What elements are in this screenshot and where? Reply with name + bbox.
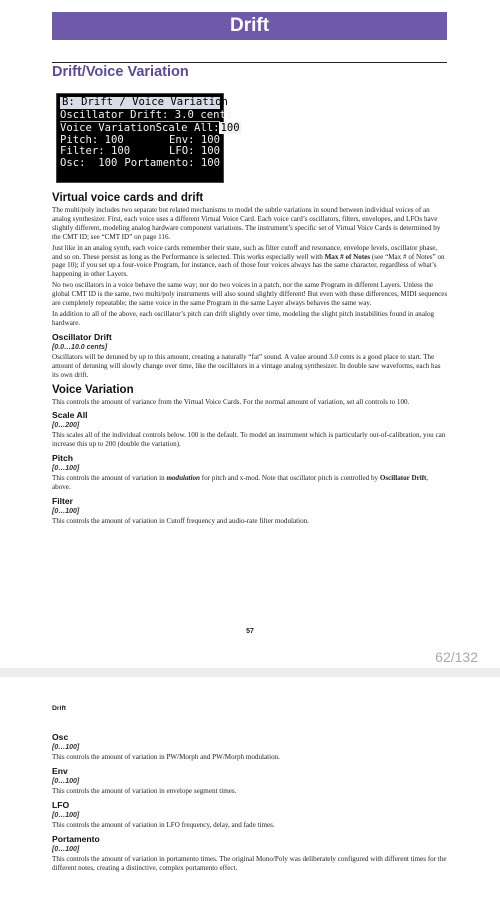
range-osc: [0…100] — [52, 744, 80, 751]
paragraph: This controls the amount of variation in LFO frequency, delay, and fade times. — [52, 820, 275, 829]
lcd-osc: Osc: 100 — [60, 156, 118, 169]
heading-env: Env — [52, 765, 68, 776]
section-title: Drift/Voice Variation — [52, 64, 189, 80]
chapter-banner: Drift — [52, 12, 447, 40]
heading-portamento: Portamento — [52, 833, 100, 844]
paragraph — [52, 474, 448, 492]
paragraph: In addition to all of the above, each oscillator’s pitch can drift slightly over time, modeling the slight pitch instabilities found in analog hardware. — [52, 309, 435, 327]
text-bold: Max # of Notes — [324, 252, 371, 261]
paragraph: This controls the amount of variance from the Virtual Voice Cards. For the normal amount of variation, set all controls to 100. — [52, 397, 410, 406]
lcd-header: B: Drift / Voice Variation — [62, 96, 228, 108]
text-run: Just like in an analog synth, each voice cards remember their state, such as filter cutoff and resonance, envelope levels, oscillator phase, and so on. These persist as long as the Performance is selected. This works especially well with — [52, 243, 438, 261]
paragraph: This controls the amount of variation in envelope segment times. — [52, 786, 237, 795]
heading-lfo: LFO — [52, 799, 70, 810]
paragraph: This controls the amount of variation in portamento times. The original Mono/Poly was deliberately configured with different times for the different notes, creating a distinctive, complex portamento effect. — [52, 854, 447, 872]
lcd-lfo: LFO: 100 — [168, 145, 220, 158]
heading-oscillator-drift: Oscillator Drift — [52, 331, 112, 342]
text-bold: Oscillator Drift — [379, 474, 427, 483]
lcd-env: Env: 100 — [168, 133, 220, 146]
lcd-row-osc-portamento — [60, 158, 220, 170]
range-filter: [0…100] — [52, 508, 80, 516]
heading-osc: Osc — [52, 732, 69, 742]
lcd-voice-variation-label: Voice Variation — [60, 122, 156, 135]
lcd-oscillator-drift: Oscillator Drift: 3.0 cents — [60, 108, 233, 121]
paragraph: This controls the amount of variation in Cutoff frequency and audio-rate filter modulation. — [52, 517, 309, 526]
page-58-body — [52, 728, 448, 875]
section-rule — [52, 62, 447, 63]
paragraph — [52, 244, 448, 280]
range-lfo: [0…100] — [52, 811, 80, 819]
text-run: , above. — [52, 474, 429, 492]
text-bold-italic: modulation — [166, 474, 200, 483]
heading-filter: Filter — [52, 496, 74, 507]
paragraph: No two oscillators in a voice behave the same way; nor do two voices in a patch, nor the same Program in different Layers. Unless the global CMT ID is the same, two multi/poly instruments will also sound slightly different! But even with these differences, MIDI sequences are completely repeatable; the same voice in the same Program in the same Layer always behaves the same way. — [52, 281, 448, 308]
paragraph: The multi/poly includes two separate but related mechanisms to model the subtle variations in sound between individual voices of an analog synthesizer. First, each voice uses a different Virtual Voice Card. Each voice card’s oscillators, filters, envelopes, and LFOs have slightly different, modeling analog hardware component variations. The instrument’s specific set of Virtual Voice Cards is determined by the CMT ID; see “CMT ID” on page 116. — [52, 206, 441, 241]
heading-voice-variation: Voice Variation — [52, 383, 134, 396]
paragraph: This controls the amount of variation in PW/Morph and PW/Morph modulation. — [52, 753, 280, 761]
range-portamento: [0…100] — [52, 845, 80, 853]
text-run: This controls the amount of variation in — [52, 474, 167, 483]
range-pitch: [0…100] — [52, 465, 80, 473]
running-header: Drift — [52, 705, 66, 712]
text-run: (see “Max # of Notes” on page 10); if you set up a four-voice Program, for instance, each of those four voices always has the same character, regardless of what’s happening in other Layers. — [52, 252, 445, 279]
lcd-scale-all-label: Scale All: — [155, 122, 220, 135]
page-number: 57 — [246, 628, 254, 635]
heading-virtual-voice-cards: Virtual voice cards and drift — [52, 192, 204, 204]
range-oscillator-drift: [0.0…10.0 cents] — [52, 343, 108, 351]
lcd-screenshot — [56, 93, 240, 183]
page-counter: 62/132 — [435, 649, 478, 665]
text-run: for pitch and x-mod. Note that oscillator pitch is controlled by — [199, 474, 380, 483]
paragraph: This scales all of the individual controls below. 100 is the default. To model an instrument which is particularly out-of-calibration, you can increase this up to 200 (double the variation). — [52, 431, 446, 449]
lcd-pitch: Pitch: 100 — [60, 133, 124, 146]
range-env: [0…100] — [52, 777, 80, 785]
lcd-scale-all-value: 100 — [220, 122, 240, 135]
page-57-body — [52, 190, 448, 528]
lcd-filter: Filter: 100 — [60, 145, 131, 158]
lcd-portamento: Portamento: 100 — [124, 156, 220, 169]
heading-pitch: Pitch — [52, 453, 74, 464]
paragraph: Oscillators will be detuned by up to this amount, creating a naturally “fat” sound. A value around 3.0 cents is a good place to start. The amount of detuning will slowly change over time, like the oscillators in a vintage analog synthesizer. In double saw waveforms, each has its own drift. — [52, 352, 441, 379]
range-scale-all: [0…200] — [52, 422, 80, 430]
heading-scale-all: Scale All — [52, 410, 88, 421]
